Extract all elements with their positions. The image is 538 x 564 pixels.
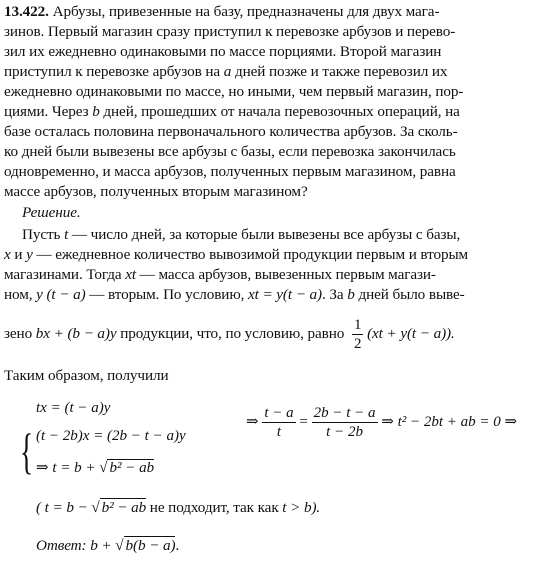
solution-line-3: магазинами. Тогда xt — масса арбузов, вывезенных первым магази- <box>4 266 436 283</box>
root-1: ⇒ t = b + √ b² − ab <box>36 460 155 476</box>
problem-line-7: базе осталась половина первоначального количества арбузов. За сколь- <box>4 123 458 140</box>
var-b: b <box>92 103 100 120</box>
fraction-2: $\frac{2b - t - a}{t - 2b}$ <box>313 405 376 440</box>
solution-line-4: ном, y (t − a) — вторым. По условию, xt = y(t − a). За b дней было выве- <box>4 286 465 303</box>
solution-line-2: x и y — ежедневное количество вывозимой продукции первым и вторым <box>4 246 469 263</box>
problem-line-5: ежедневно одинаковыми по массе, но иными, чем первый магазин, пор- <box>4 83 464 100</box>
problem-line-1: 13.422. Арбузы, привезенные на базу, предназначены для двух мага- <box>4 3 440 20</box>
problem-line-10: массе арбузов, полученных вторым магазином? <box>4 183 308 200</box>
system-eq-2: (t − 2b)x = (2b − t − a)y <box>36 428 186 444</box>
problem-line-8: ко дней были вывезены все арбузы с базы, если перевозка закончилась <box>4 143 456 160</box>
solution-heading: Решение. <box>22 204 81 221</box>
answer-label: Ответ: <box>36 537 87 554</box>
answer-line: Ответ: b + √ b(b − a). <box>36 537 180 554</box>
problem-line-2: зинов. Первый магазин сразу приступил к перевозке арбузов и перево- <box>4 23 456 40</box>
solution-line-1: Пусть t — число дней, за которые были вывезены все арбузы с базы, <box>22 226 461 243</box>
problem-number: 13.422. <box>4 3 49 20</box>
problem-line-9: одновременно, и масса арбузов, полученных первым магазином, равна <box>4 163 456 180</box>
solution-line-6: Таким образом, получили <box>4 367 169 384</box>
problem-line-4: приступил к перевозке арбузов на a дней позже и также перевозил их <box>4 63 448 80</box>
root-2-line: ( t = b − √ b² − ab не подходит, так как t > b). <box>36 499 321 516</box>
problem-line-6: циями. Через b дней, прошедших от начала перевозочных операций, на <box>4 103 460 120</box>
var-a: a <box>223 63 232 80</box>
system-eq-1: tx = (t − a)y <box>36 400 111 416</box>
fraction-1: $\frac{t - a}{t}$ <box>264 405 294 440</box>
problem-line-3: зил их ежедневно одинаковыми по массе порциями. Второй магазин <box>4 43 442 60</box>
system-brace: { <box>20 423 34 479</box>
fraction-half: $\frac{1}{2}$ <box>353 317 362 352</box>
solution-line-5: зено bx + (b − a)y продукции, что, по условию, равно $\frac{1}{2}$ (xt + y(t − a)). <box>4 317 455 352</box>
derivation-chain: ⇒ $\frac{t - a}{t}$ = $\frac{2b - t - a}{t - 2b}$ ⇒ t² − 2bt + ab = 0 ⇒ <box>246 405 518 440</box>
